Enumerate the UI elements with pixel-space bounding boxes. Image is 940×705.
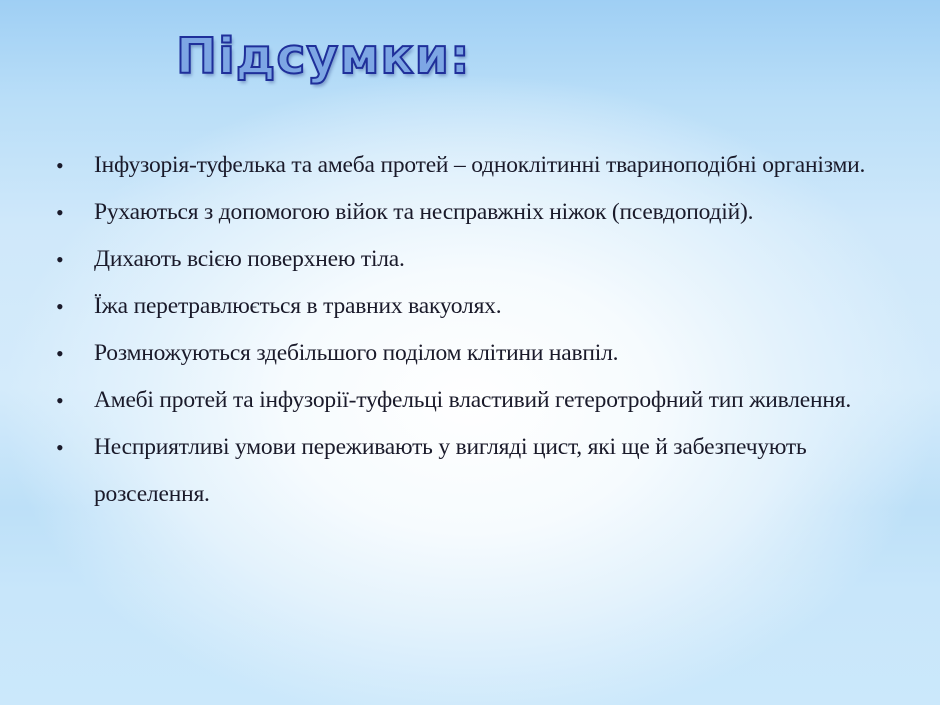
- list-item: [56, 424, 916, 518]
- slide-title: Підсумки:: [176, 28, 471, 85]
- bullet-text: Їжа перетравлюється в травних вакуолях.: [94, 293, 502, 319]
- bullet-icon: •: [56, 247, 64, 272]
- list-item: [56, 236, 916, 283]
- bullet-text: Розмножуються здебільшого поділом клітини навпіл.: [94, 340, 619, 366]
- bullet-icon: •: [56, 294, 64, 319]
- bullet-icon: •: [56, 341, 64, 366]
- bullet-text: Несприятливі умови переживають у вигляді цист, які ще й забезпечують розселення.: [94, 434, 807, 507]
- bullet-icon: •: [56, 435, 64, 460]
- bullet-list: [56, 142, 916, 518]
- bullet-text: Амебі протей та інфузорії-туфельці властивий гетеротрофний тип живлення.: [94, 387, 852, 413]
- bullet-icon: •: [56, 200, 64, 225]
- list-item: [56, 283, 916, 330]
- list-item: [56, 142, 916, 189]
- list-item: [56, 189, 916, 236]
- list-item: [56, 377, 916, 424]
- bullet-icon: •: [56, 153, 64, 178]
- bullet-text: Дихають всією поверхнею тіла.: [94, 246, 405, 272]
- bullet-text: Рухаються з допомогою війок та несправжніх ніжок (псевдоподій).: [94, 199, 754, 225]
- bullet-text: Інфузорія-туфелька та амеба протей – одноклітинні твариноподібні організми.: [94, 152, 866, 178]
- bullet-icon: •: [56, 388, 64, 413]
- list-item: [56, 330, 916, 377]
